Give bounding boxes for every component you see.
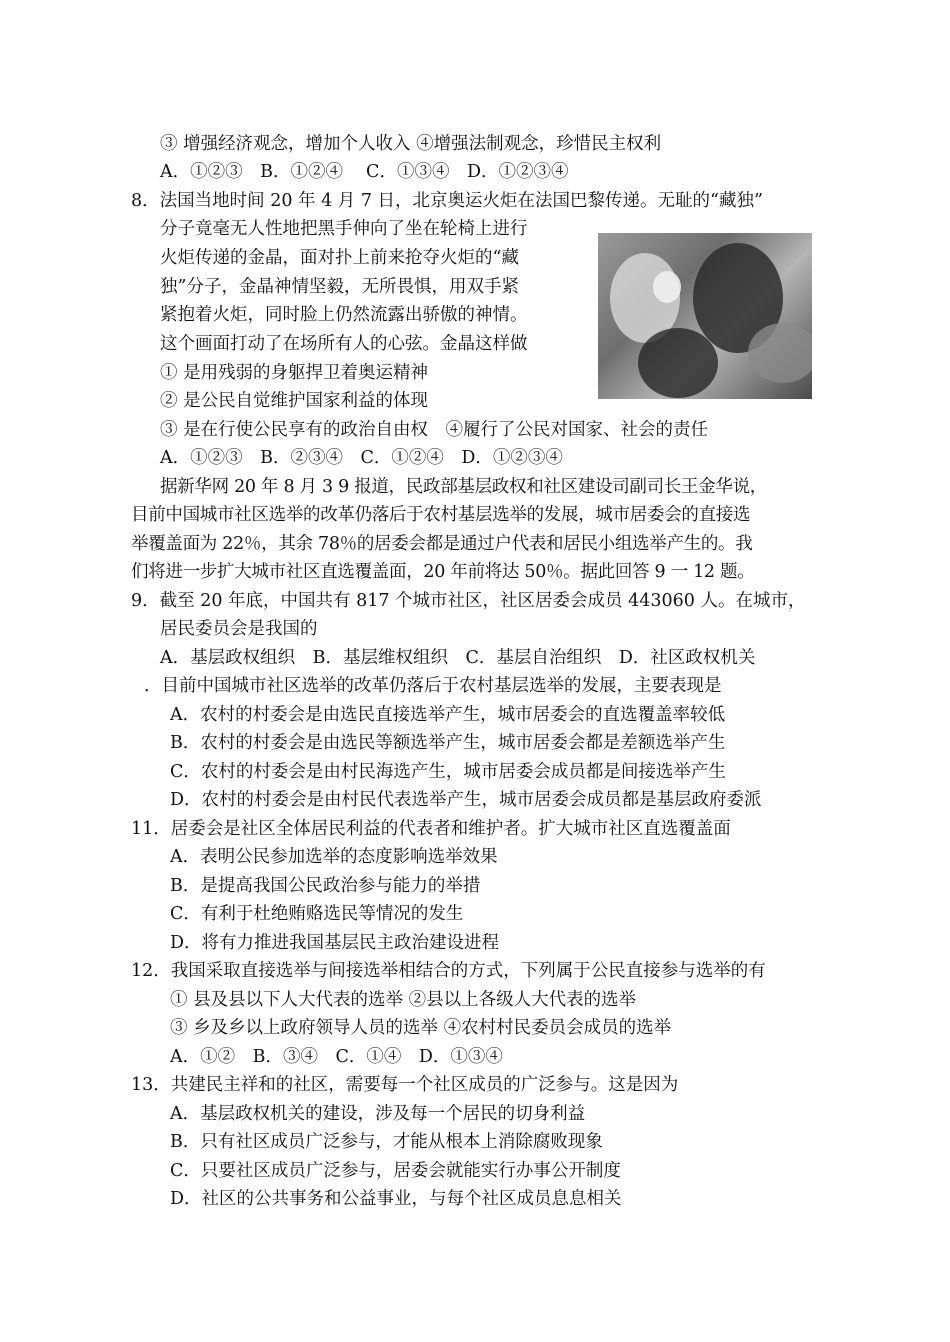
passage-line: 据新华网 20 年 8 月 3 9 报道，民政部基层政权和社区建设司副司长王金华说， [160, 477, 768, 497]
q8-stem-line: 分子竟毫无人性地把黑手伸向了坐在轮椅上进行 [160, 219, 528, 239]
q8-statement-2: ② 是公民自觉维护国家利益的体现 [160, 391, 429, 411]
q13-option-c: C．只要社区成员广泛参与，居委会就能实行办事公开制度 [170, 1161, 621, 1181]
q10-stem: ．目前中国城市社区选举的改革仍落后于农村基层选举的发展，主要表现是 [144, 676, 722, 696]
q8-stem-line: 紧抱着火炬，同时脸上仍然流露出骄傲的神情。 [160, 305, 528, 325]
q8-stem-line: 独”分子，金晶神情坚毅，无所畏惧，用双手紧 [160, 277, 519, 297]
q8-stem-line: 这个画面打动了在场所有人的心弦。金晶这样做 [160, 334, 528, 354]
q10-option-d: D．农村的村委会是由村民代表选举产生，城市居委会成员都是基层政府委派 [170, 790, 762, 810]
q13-stem: 13．共建民主祥和的社区，需要每一个社区成员的广泛参与。这是因为 [131, 1075, 679, 1095]
q8-stem: 8．法国当地时间 20 年 4 月 7 日，北京奥运火炬在法国巴黎传递。无耻的“藏独” [131, 191, 763, 211]
passage-line: 举覆盖面为 22％，其余 78％的居委会都是通过户代表和居民小组选举产生的。我 [131, 534, 753, 554]
q11-option-b: B．是提高我国公民政治参与能力的举措 [170, 876, 481, 896]
q13-option-b: B．只有社区成员广泛参与，才能从根本上消除腐败现象 [170, 1132, 603, 1152]
q8-stem-line: 火炬传递的金晶，面对扑上前来抢夺火炬的“藏 [160, 248, 519, 268]
q11-option-c: C．有利于杜绝贿赂选民等情况的发生 [170, 904, 464, 924]
q10-option-b: B．农村的村委会是由选民等额选举产生，城市居委会都是差额选举产生 [170, 733, 726, 753]
q10-option-c: C．农村的村委会是由村民海选产生，城市居委会成员都是间接选举产生 [170, 762, 726, 782]
q12-statement-3-4: ③ 乡及乡以上政府领导人员的选举 ④农村村民委员会成员的选举 [170, 1018, 672, 1038]
q8-statement-3-4: ③ 是在行使公民享有的政治自由权 ④履行了公民对国家、社会的责任 [160, 420, 709, 440]
q7-answer-choices: A．①②③ B．①②④ C．①③④ D．①②③④ [160, 162, 569, 182]
q11-option-a: A．表明公民参加选举的态度影响选举效果 [170, 847, 498, 867]
q11-option-d: D．将有力推进我国基层民主政治建设进程 [170, 933, 500, 953]
q9-answer-choices: A．基层政权组织 B．基层维权组织 C．基层自治组织 D．社区政权机关 [160, 648, 756, 668]
q12-answer-choices: A．①② B．③④ C．①④ D．①③④ [170, 1047, 503, 1067]
q13-option-a: A．基层政权机关的建设，涉及每一个居民的切身利益 [170, 1104, 586, 1124]
passage-line: 们将进一步扩大城市社区直选覆盖面，20 年前将达 50％。据此回答 9 一 12 题。 [131, 562, 755, 582]
q11-stem: 11．居委会是社区全体居民利益的代表者和维护者。扩大城市社区直选覆盖面 [131, 819, 731, 839]
q8-answer-choices: A．①②③ B．②③④ C．①②④ D．①②③④ [160, 448, 563, 468]
q9-stem: 9．截至 20 年底，中国共有 817 个城市社区，社区居委会成员 443060 人。在城市， [131, 591, 806, 611]
q13-option-d: D．社区的公共事务和公益事业，与每个社区成员息息相关 [170, 1189, 622, 1209]
q10-option-a: A．农村的村委会是由选民直接选举产生，城市居委会的直选覆盖率较低 [170, 705, 726, 725]
q7-option-line: ③ 增强经济观念，增加个人收入 ④增强法制观念，珍惜民主权利 [160, 134, 662, 154]
q12-stem: 12．我国采取直接选举与间接选举相结合的方式，下列属于公民直接参与选举的有 [131, 961, 766, 981]
q8-statement-1: ① 是用残弱的身躯捍卫着奥运精神 [160, 363, 429, 383]
q9-stem-line: 居民委员会是我国的 [160, 619, 318, 639]
torch-relay-photo [598, 233, 812, 399]
passage-line: 目前中国城市社区选举的改革仍落后于农村基层选举的发展，城市居委会的直接选 [131, 505, 751, 525]
q12-statement-1-2: ① 县及县以下人大代表的选举 ②县以上各级人大代表的选举 [170, 990, 637, 1010]
